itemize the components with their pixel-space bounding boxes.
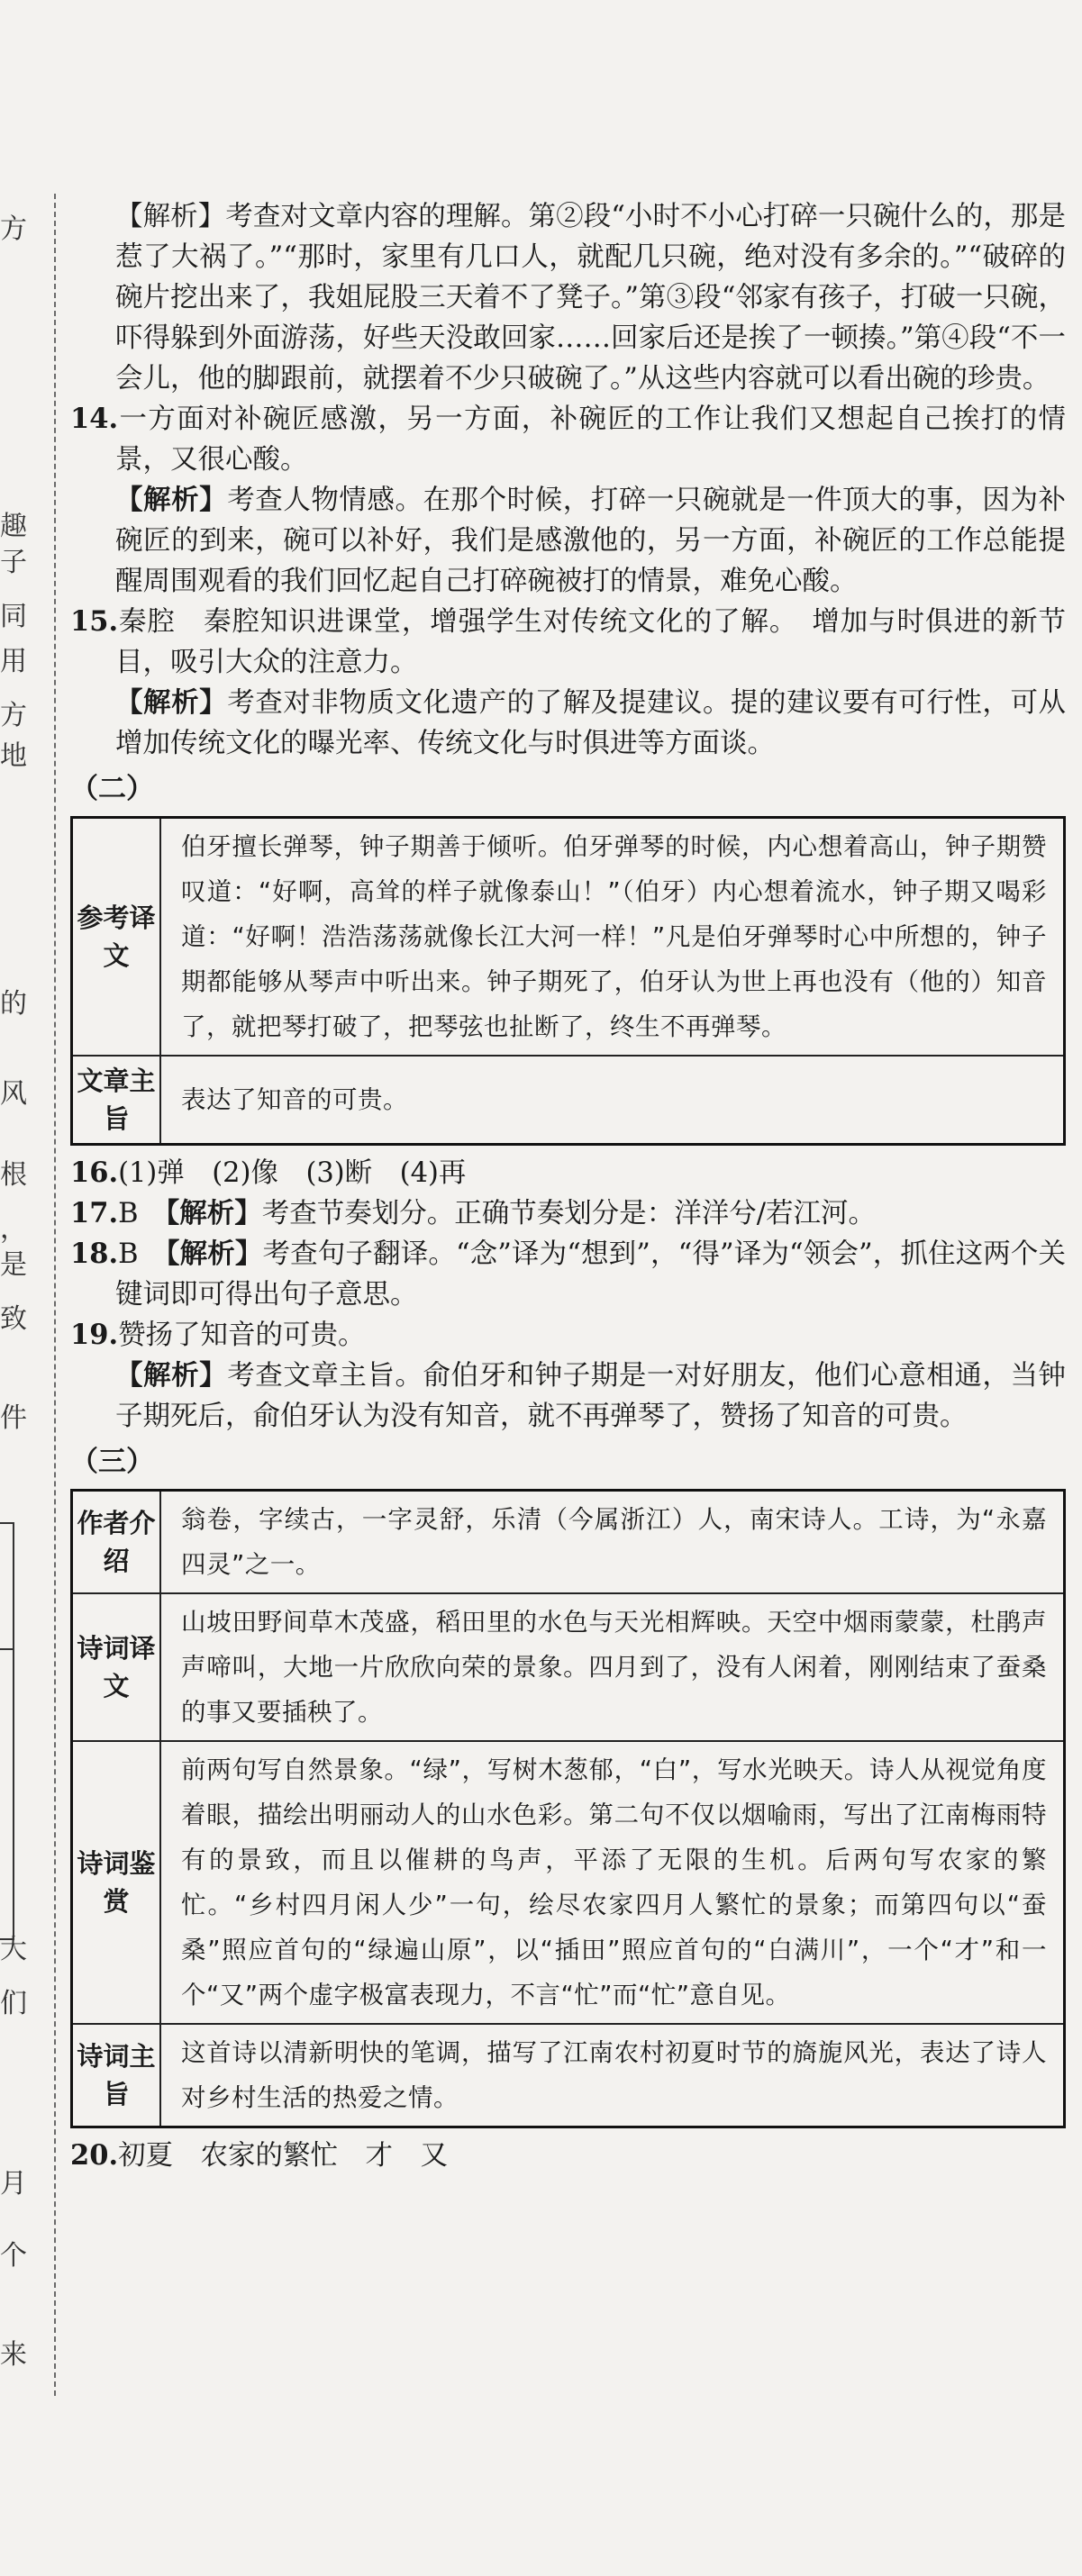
row-label: 作者介绍: [72, 1491, 161, 1594]
q18-tag: 【解析】: [166, 1238, 263, 1270]
row-text: 翁卷，字续古，一字灵舒，乐清（今属浙江）人，南宋诗人。工诗，为“永嘉四灵”之一。: [160, 1491, 1065, 1594]
page-divider: [54, 194, 56, 2396]
section-3-title: （三）: [70, 1446, 154, 1478]
q19-answer: 赞扬了知音的可贵。: [118, 1320, 366, 1351]
question-15: [70, 602, 1066, 683]
answer-content: [70, 196, 1066, 2176]
row-text: 表达了知音的可贵。: [160, 1056, 1065, 1145]
margin-char: 月: [0, 2168, 27, 2200]
margin-char: 件: [0, 1402, 27, 1434]
row-text: 前两句写自然景象。“绿”，写树木葱郁，“白”，写水光映天。诗人从视觉角度着眼，描绘出明丽动人的山水色彩。第二句不仅以烟喻雨，写出了江南梅雨特有的景致，而且以催耕的鸟声，平添了无限的生机。后两句写农家的繁忙。“乡村四月闲人少”一句，绘尽农家四月人繁忙的景象；而第四句以“蚕桑”照应首句的“绿遍山原”，以“插田”照应首句的“白满川”，一个“才”和一个“又”两个虚字极富表现力，不言“忙”而“忙”意自见。: [160, 1741, 1065, 2024]
row-text: 伯牙擅长弹琴，钟子期善于倾听。伯牙弹琴的时候，内心想着高山，钟子期赞叹道：“好啊，高耸的样子就像泰山！”（伯牙）内心想着流水，钟子期又喝彩道：“好啊！浩浩荡荡就像长江大河一样！”凡是伯牙弹琴时心中所想的，钟子期都能够从琴声中听出来。钟子期死了，伯牙认为世上再也没有（他的）知音了，就把琴打破了，把琴弦也扯断了，终生不再弹琴。: [160, 818, 1065, 1057]
row-text: 山坡田野间草木茂盛，稻田里的水色与天光相辉映。天空中烟雨蒙蒙，杜鹃声声啼叫，大地一片欣欣向荣的景象。四月到了，没有人闲着，刚刚结束了蚕桑的事又要插秧了。: [160, 1593, 1065, 1741]
section-3-row-author: [72, 1491, 1065, 1594]
margin-char: 风: [0, 1078, 27, 1110]
section-3-row-theme: [72, 2024, 1065, 2127]
row-label: 文章主旨: [72, 1056, 161, 1145]
section-2-table: [70, 816, 1066, 1146]
margin-char: 趣: [0, 511, 27, 542]
q17-number: 17.: [70, 1197, 119, 1229]
section-3-table: [70, 1489, 1066, 2128]
q20-answer: 初夏 农家的繁忙 才 又: [118, 2140, 449, 2172]
row-label: 诗词主旨: [72, 2024, 161, 2127]
question-17: [70, 1193, 1066, 1234]
q17-answer: B: [118, 1198, 166, 1229]
q15-number: 15.: [70, 605, 119, 638]
margin-char: 是: [0, 1249, 27, 1281]
q14-tag: 【解析】: [115, 484, 228, 516]
margin-char: 方: [0, 700, 27, 731]
margin-char: 大: [0, 1934, 27, 1965]
margin-char: 方: [0, 213, 27, 245]
question-14: [70, 399, 1066, 480]
q14-answer: 一方面对补碗匠感激，另一方面，补碗匠的工作让我们又想起自己挨打的情景，又很心酸。: [115, 404, 1066, 476]
margin-char: 同: [0, 601, 27, 632]
section-2-title: （二）: [70, 773, 154, 805]
section-2-row-translation: [72, 818, 1065, 1057]
question-19: [70, 1315, 1066, 1356]
section-2-row-theme: [72, 1056, 1065, 1145]
margin-char: 们: [0, 1988, 27, 2019]
intro-text: 【解析】考查对文章内容的理解。第②段“小时不小心打碎一只碗什么的，那是惹了大祸了。”“那时，家里有几口人，就配几只碗，绝对没有多余的。”“破碎的碗片挖出来了，我姐屁股三天着不了凳子。”第③段“邻家有孩子，打破一只碗，吓得躲到外面游荡，好些天没敢回家……回家后还是挨了一顿揍。”第④段“不一会儿，他的脚跟前，就摆着不少只破碗了。”从这些内容就可以看出碗的珍贵。: [115, 201, 1066, 395]
q15-analysis-text: 考查对非物质文化遗产的了解及提建议。提的建议要有可行性，可从增加传统文化的曝光率、传统文化与时俱进等方面谈。: [115, 687, 1067, 759]
question-16: [70, 1153, 1066, 1193]
q18-answer: B: [118, 1238, 167, 1270]
q15-analysis: [70, 683, 1066, 764]
section-3-row-appreciation: [72, 1741, 1065, 2024]
left-margin-strip: [0, 180, 27, 2371]
q15-tag: 【解析】: [115, 686, 228, 719]
q17-tag: 【解析】: [165, 1197, 262, 1229]
q19-tag: 【解析】: [115, 1359, 228, 1392]
q17-analysis-text: 考查节奏划分。正确节奏划分是：洋洋兮/若江河。: [261, 1198, 877, 1229]
margin-char: 子: [0, 547, 27, 578]
section-3-row-translation: [72, 1593, 1065, 1741]
question-20: [70, 2136, 1066, 2176]
q14-analysis: [70, 480, 1066, 602]
q19-analysis-text: 考查文章主旨。俞伯牙和钟子期是一对好朋友，他们心意相通，当钟子期死后，俞伯牙认为没有知音，就不再弹琴了，赞扬了知音的可贵。: [115, 1360, 1067, 1432]
q18-number: 18.: [70, 1238, 119, 1270]
q15-answer: 秦腔 秦腔知识进课堂，增强学生对传统文化的了解。 增加与时俱进的新节目，吸引大众的注意力。: [115, 606, 1066, 678]
margin-box: [0, 1522, 14, 1940]
margin-char: 来: [0, 2339, 27, 2371]
row-label: 诗词译文: [72, 1593, 161, 1741]
margin-box-line: [0, 1648, 13, 1650]
row-label: 参考译文: [72, 818, 161, 1057]
q16-number: 16.: [70, 1156, 119, 1189]
margin-char: 致: [0, 1303, 27, 1335]
margin-char: 个: [0, 2240, 27, 2272]
intro-analysis: [70, 196, 1066, 399]
margin-char: ，: [0, 1213, 27, 1245]
row-text: 这首诗以清新明快的笔调，描写了江南农村初夏时节的旖旎风光，表达了诗人对乡村生活的热爱之情。: [160, 2024, 1065, 2127]
q19-number: 19.: [70, 1319, 119, 1351]
q19-analysis: [70, 1356, 1066, 1437]
q18-analysis-text: 考查句子翻译。“念”译为“想到”，“得”译为“领会”，抓住这两个关键词即可得出句子意思。: [115, 1238, 1066, 1311]
margin-char: 地: [0, 740, 27, 772]
question-18: [70, 1234, 1066, 1315]
row-label: 诗词鉴赏: [72, 1741, 161, 2024]
q14-number: 14.: [70, 403, 119, 435]
margin-char: 用: [0, 646, 27, 677]
q14-analysis-text: 考查人物情感。在那个时候，打碎一只碗就是一件顶大的事，因为补碗匠的到来，碗可以补好，我们是感激他的，另一方面，补碗匠的工作总能提醒周围观看的我们回忆起自己打碎碗被打的情景，难免心酸。: [115, 485, 1067, 597]
q16-answer: (1)弹 (2)像 (3)断 (4)再: [118, 1157, 467, 1189]
margin-char: 根: [0, 1159, 27, 1191]
q20-number: 20.: [70, 2139, 119, 2172]
margin-char: 的: [0, 988, 27, 1020]
